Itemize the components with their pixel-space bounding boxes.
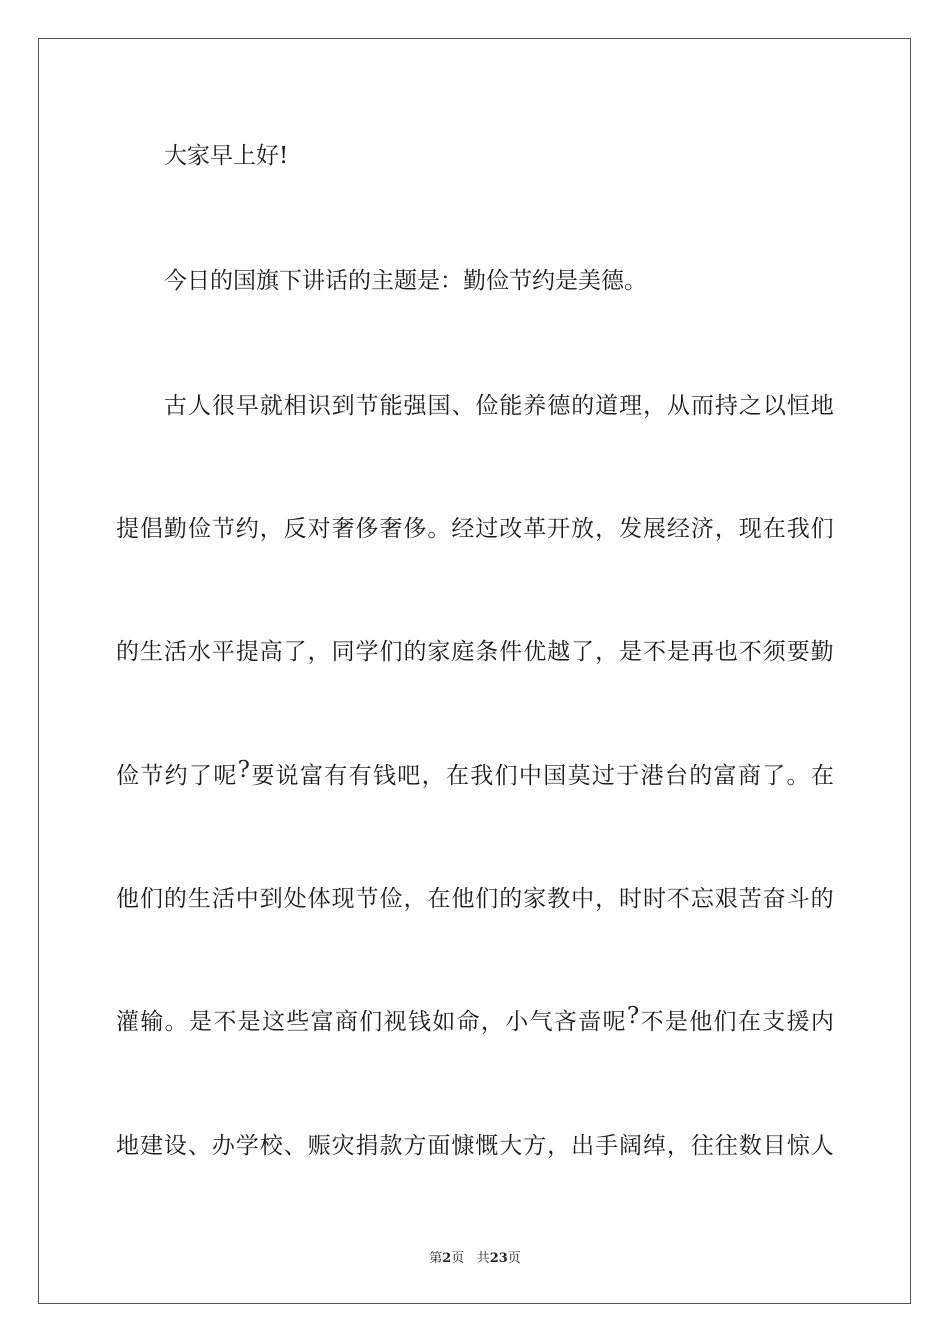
body-line: 的 生 活 水 平 提 高 了 ， 同 学 们 的 家 庭 条 件 优 越 了 ， 是 不 是 再 也 不 须 要 勤: [116, 639, 834, 665]
page-number: 2: [442, 1251, 452, 1266]
total-suffix: 页: [507, 1251, 521, 1266]
page-suffix: 页: [451, 1251, 465, 1266]
body-line: 提 倡 勤 俭 节 约 ， 反 对 奢 侈 奢 侈 。 经 过 改 革 开 放 ， 发 展 经 济 ， 现 在 我 们: [116, 516, 834, 542]
page-footer: [0, 1247, 950, 1266]
body-line: 灌 输 。 是 不 是 这 些 富 商 们 视 钱 如 命 ， 小 气 吝 啬 呢 ? 不 是 他 们 在 支 援 内: [116, 1003, 834, 1035]
total-pages: 23: [489, 1251, 508, 1266]
body-line: 古 人 很 早 就 相 识 到 节 能 强 国 、 俭 能 养 德 的 道 理 ， 从 而 持 之 以 恒 地: [164, 393, 834, 419]
body-line: 俭 节 约 了 呢 ? 要 说 富 有 有 钱 吧 ， 在 我 们 中 国 莫 过 于 港 台 的 富 商 了 。 在: [116, 757, 834, 789]
total-prefix: 共: [476, 1251, 490, 1266]
greeting-paragraph: 大家早上好!: [164, 143, 289, 169]
body-line: 他 们 的 生 活 中 到 处 体 现 节 俭 ， 在 他 们 的 家 教 中 ， 时 时 不 忘 艰 苦 奋 斗 的: [116, 886, 834, 912]
topic-paragraph: 今日的国旗下讲话的主题是：勤俭节约是美德。: [164, 268, 647, 294]
page-border: [38, 38, 911, 1304]
page-prefix: 第: [429, 1251, 443, 1266]
body-line: 地 建 设 、 办 学 校 、 赈 灾 捐 款 方 面 慷 慨 大 方 ， 出 手 阔 绰 ， 往 往 数 目 惊 人: [116, 1133, 834, 1159]
